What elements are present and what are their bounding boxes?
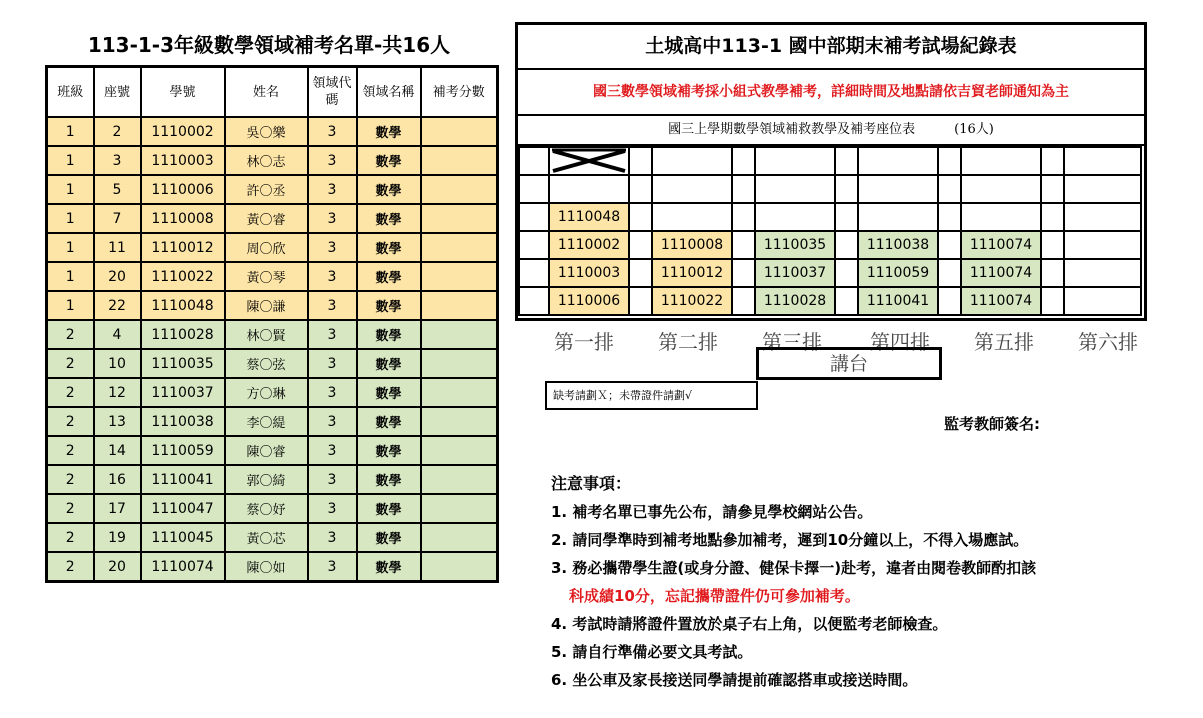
seat-cell[interactable] xyxy=(652,203,732,231)
seat-cell[interactable] xyxy=(858,147,938,175)
seat-cell[interactable]: 1110003 xyxy=(549,259,629,287)
seat-crossed-out[interactable] xyxy=(549,147,629,175)
seat-check-cell[interactable] xyxy=(732,147,755,175)
row-name: 林〇志 xyxy=(225,146,308,175)
seat-check-cell[interactable] xyxy=(732,175,755,203)
seat-cell[interactable]: 1110022 xyxy=(652,287,732,315)
row-student-id: 1110038 xyxy=(141,407,225,436)
seat-check-cell[interactable] xyxy=(1041,231,1064,259)
row-seat: 20 xyxy=(94,262,141,291)
col-subject-header: 領域名稱 xyxy=(357,67,421,118)
row-student-id: 1110041 xyxy=(141,465,225,494)
row-seat: 2 xyxy=(94,117,141,146)
seat-cell[interactable] xyxy=(1064,259,1141,287)
row-class: 2 xyxy=(47,436,94,465)
row-score[interactable] xyxy=(421,291,498,320)
seat-cell[interactable]: 1110038 xyxy=(858,231,938,259)
row-code: 3 xyxy=(308,523,357,552)
row-label: 第三排 xyxy=(762,330,822,354)
seat-check-cell[interactable] xyxy=(629,259,652,287)
row-name: 周〇欣 xyxy=(225,233,308,262)
seat-cell[interactable]: 1110037 xyxy=(755,259,835,287)
seat-cell[interactable] xyxy=(549,175,629,203)
row-code: 3 xyxy=(308,175,357,204)
row-score[interactable] xyxy=(421,146,498,175)
note-item: 4. 考試時請將證件置放於桌子右上角，以便監考老師檢查。 xyxy=(551,615,948,633)
seat-check-cell[interactable] xyxy=(732,287,755,315)
row-score[interactable] xyxy=(421,378,498,407)
seat-row xyxy=(519,287,1141,315)
seat-check-cell[interactable] xyxy=(1041,203,1064,231)
row-code: 3 xyxy=(308,436,357,465)
row-code: 3 xyxy=(308,146,357,175)
seat-cell[interactable] xyxy=(755,203,835,231)
row-label: 第二排 xyxy=(658,330,718,354)
row-subject: 數學 xyxy=(357,465,421,494)
row-score[interactable] xyxy=(421,320,498,349)
note-item: 2. 請同學準時到補考地點參加補考，遲到10分鐘以上，不得入場應試。 xyxy=(551,531,1029,549)
row-name: 蔡〇妤 xyxy=(225,494,308,523)
row-student-id: 1110035 xyxy=(141,349,225,378)
row-class: 1 xyxy=(47,117,94,146)
row-subject: 數學 xyxy=(357,291,421,320)
seat-check-cell[interactable] xyxy=(1041,147,1064,175)
table-row xyxy=(47,233,498,262)
note-item: 3. 務必攜帶學生證(或身分證、健保卡擇一)赴考，違者由閱卷教師酌扣該 xyxy=(551,559,1037,577)
row-name: 郭〇綺 xyxy=(225,465,308,494)
row-code: 3 xyxy=(308,407,357,436)
row-seat: 5 xyxy=(94,175,141,204)
seat-cell[interactable] xyxy=(652,147,732,175)
row-seat: 12 xyxy=(94,378,141,407)
seat-cell[interactable]: 1110048 xyxy=(549,203,629,231)
row-score[interactable] xyxy=(421,523,498,552)
seat-check-cell[interactable] xyxy=(519,147,549,175)
table-row xyxy=(47,291,498,320)
roster-header-row xyxy=(47,67,498,118)
row-subject: 數學 xyxy=(357,552,421,582)
table-row xyxy=(47,262,498,291)
seat-grid xyxy=(518,146,1142,316)
row-seat: 20 xyxy=(94,552,141,582)
row-name: 蔡〇弦 xyxy=(225,349,308,378)
row-score[interactable] xyxy=(421,262,498,291)
seat-check-cell[interactable] xyxy=(629,231,652,259)
row-class: 2 xyxy=(47,320,94,349)
seat-cell[interactable]: 1110006 xyxy=(549,287,629,315)
row-seat: 22 xyxy=(94,291,141,320)
cross-mark-icon xyxy=(550,148,628,174)
table-row xyxy=(47,523,498,552)
row-subject: 數學 xyxy=(357,523,421,552)
seat-check-cell[interactable] xyxy=(938,231,961,259)
seat-check-cell[interactable] xyxy=(519,231,549,259)
row-name: 林〇賢 xyxy=(225,320,308,349)
table-row xyxy=(47,494,498,523)
row-score[interactable] xyxy=(421,494,498,523)
seat-cell[interactable] xyxy=(1064,175,1141,203)
seat-check-cell[interactable] xyxy=(938,203,961,231)
table-row xyxy=(47,436,498,465)
seat-check-cell[interactable] xyxy=(732,203,755,231)
seat-check-cell[interactable] xyxy=(519,203,549,231)
legend-box: 缺考請劃Ｘ；未帶證件請劃√ xyxy=(545,381,758,410)
row-name: 黃〇琴 xyxy=(225,262,308,291)
seat-check-cell[interactable] xyxy=(629,287,652,315)
seat-check-cell[interactable] xyxy=(835,147,858,175)
row-name: 黃〇芯 xyxy=(225,523,308,552)
seat-cell[interactable] xyxy=(961,147,1041,175)
row-label: 第一排 xyxy=(554,330,614,354)
row-student-id: 1110003 xyxy=(141,146,225,175)
seat-cell[interactable] xyxy=(1064,231,1141,259)
seat-check-cell[interactable] xyxy=(732,231,755,259)
row-seat: 4 xyxy=(94,320,141,349)
row-score[interactable] xyxy=(421,117,498,146)
seat-check-cell[interactable] xyxy=(835,203,858,231)
row-score[interactable] xyxy=(421,204,498,233)
seat-cell[interactable]: 1110002 xyxy=(549,231,629,259)
row-name: 李〇緹 xyxy=(225,407,308,436)
podium-box: 講台 xyxy=(756,347,942,380)
row-class: 1 xyxy=(47,262,94,291)
row-score[interactable] xyxy=(421,175,498,204)
seat-cell[interactable] xyxy=(1064,203,1141,231)
form-notice: 國三數學領域補考採小組式教學補考，詳細時間及地點請依吉貿老師通知為主 xyxy=(518,70,1144,116)
seat-check-cell[interactable] xyxy=(629,147,652,175)
seat-cell[interactable] xyxy=(652,175,732,203)
table-row xyxy=(47,407,498,436)
row-class: 2 xyxy=(47,407,94,436)
row-class: 2 xyxy=(47,552,94,582)
seat-cell[interactable]: 1110008 xyxy=(652,231,732,259)
row-student-id: 1110028 xyxy=(141,320,225,349)
seat-check-cell[interactable] xyxy=(1041,259,1064,287)
seat-cell[interactable]: 1110074 xyxy=(961,231,1041,259)
seat-row xyxy=(519,203,1141,231)
row-student-id: 1110059 xyxy=(141,436,225,465)
row-class: 1 xyxy=(47,291,94,320)
seat-cell[interactable] xyxy=(755,175,835,203)
row-code: 3 xyxy=(308,378,357,407)
col-code-header: 領域代碼 xyxy=(308,67,357,118)
proctor-signature-label: 監考教師簽名: xyxy=(944,415,1040,433)
seat-check-cell[interactable] xyxy=(519,287,549,315)
seat-cell[interactable] xyxy=(1064,147,1141,175)
row-label: 第六排 xyxy=(1078,330,1138,354)
row-label: 第四排 xyxy=(870,330,930,354)
row-student-id: 1110045 xyxy=(141,523,225,552)
row-code: 3 xyxy=(308,349,357,378)
seat-chart-caption: 國三上學期數學領域補救教學及補考座位表 (16人) xyxy=(518,116,1144,146)
seat-cell[interactable]: 1110074 xyxy=(961,259,1041,287)
row-student-id: 1110037 xyxy=(141,378,225,407)
row-score[interactable] xyxy=(421,233,498,262)
seat-cell[interactable]: 1110035 xyxy=(755,231,835,259)
form-title: 土城高中113-1 國中部期末補考試場紀錄表 xyxy=(518,25,1144,70)
col-score-header: 補考分數 xyxy=(421,67,498,118)
seat-cell[interactable]: 1110041 xyxy=(858,287,938,315)
seat-check-cell[interactable] xyxy=(835,259,858,287)
row-score[interactable] xyxy=(421,349,498,378)
seat-cell[interactable]: 1110028 xyxy=(755,287,835,315)
table-row xyxy=(47,349,498,378)
row-class: 2 xyxy=(47,349,94,378)
row-subject: 數學 xyxy=(357,204,421,233)
col-name-header: 姓名 xyxy=(225,67,308,118)
row-name: 許〇丞 xyxy=(225,175,308,204)
note-item-warning: 科成績10分，忘記攜帶證件仍可參加補考。 xyxy=(569,587,860,605)
row-class: 2 xyxy=(47,523,94,552)
row-student-id: 1110074 xyxy=(141,552,225,582)
seat-cell[interactable] xyxy=(755,147,835,175)
row-class: 2 xyxy=(47,378,94,407)
row-subject: 數學 xyxy=(357,436,421,465)
seat-check-cell[interactable] xyxy=(519,259,549,287)
row-seat: 13 xyxy=(94,407,141,436)
row-seat: 11 xyxy=(94,233,141,262)
seat-check-cell[interactable] xyxy=(1041,175,1064,203)
row-student-id: 1110048 xyxy=(141,291,225,320)
table-row xyxy=(47,320,498,349)
row-label: 第五排 xyxy=(974,330,1034,354)
seat-cell[interactable]: 1110074 xyxy=(961,287,1041,315)
seat-check-cell[interactable] xyxy=(835,175,858,203)
row-code: 3 xyxy=(308,233,357,262)
note-item: 6. 坐公車及家長接送同學請提前確認搭車或接送時間。 xyxy=(551,671,918,689)
seat-check-cell[interactable] xyxy=(629,203,652,231)
seat-check-cell[interactable] xyxy=(938,147,961,175)
seat-cell[interactable] xyxy=(961,203,1041,231)
seat-check-cell[interactable] xyxy=(732,259,755,287)
row-code: 3 xyxy=(308,117,357,146)
row-code: 3 xyxy=(308,204,357,233)
row-subject: 數學 xyxy=(357,349,421,378)
row-subject: 數學 xyxy=(357,407,421,436)
row-class: 2 xyxy=(47,465,94,494)
row-student-id: 1110008 xyxy=(141,204,225,233)
row-subject: 數學 xyxy=(357,233,421,262)
table-row xyxy=(47,552,498,582)
row-class: 2 xyxy=(47,494,94,523)
exam-record-form xyxy=(515,22,1147,321)
note-item: 5. 請自行準備必要文具考試。 xyxy=(551,643,753,661)
row-name: 陳〇睿 xyxy=(225,436,308,465)
row-name: 吳〇樂 xyxy=(225,117,308,146)
row-student-id: 1110002 xyxy=(141,117,225,146)
row-code: 3 xyxy=(308,262,357,291)
table-row xyxy=(47,204,498,233)
row-seat: 3 xyxy=(94,146,141,175)
row-score[interactable] xyxy=(421,407,498,436)
note-item: 1. 補考名單已事先公布，請參見學校網站公告。 xyxy=(551,503,873,521)
col-class-header: 班級 xyxy=(47,67,94,118)
row-student-id: 1110047 xyxy=(141,494,225,523)
seat-check-cell[interactable] xyxy=(519,175,549,203)
notes-section xyxy=(551,470,1171,694)
row-subject: 數學 xyxy=(357,146,421,175)
roster-table xyxy=(45,65,499,583)
row-code: 3 xyxy=(308,552,357,582)
row-seat: 14 xyxy=(94,436,141,465)
table-row xyxy=(47,146,498,175)
col-seat-header: 座號 xyxy=(94,67,141,118)
row-name: 陳〇如 xyxy=(225,552,308,582)
row-seat: 7 xyxy=(94,204,141,233)
row-subject: 數學 xyxy=(357,175,421,204)
seat-check-cell[interactable] xyxy=(938,175,961,203)
row-seat: 17 xyxy=(94,494,141,523)
row-subject: 數學 xyxy=(357,117,421,146)
row-subject: 數學 xyxy=(357,262,421,291)
row-seat: 19 xyxy=(94,523,141,552)
row-subject: 數學 xyxy=(357,378,421,407)
row-name: 黃〇睿 xyxy=(225,204,308,233)
row-code: 3 xyxy=(308,465,357,494)
row-subject: 數學 xyxy=(357,320,421,349)
seat-cell[interactable] xyxy=(961,175,1041,203)
row-code: 3 xyxy=(308,494,357,523)
seat-check-cell[interactable] xyxy=(938,259,961,287)
row-student-id: 1110022 xyxy=(141,262,225,291)
seat-row xyxy=(519,175,1141,203)
seat-cell[interactable] xyxy=(858,203,938,231)
row-student-id: 1110006 xyxy=(141,175,225,204)
row-score[interactable] xyxy=(421,465,498,494)
row-seat: 16 xyxy=(94,465,141,494)
seat-row xyxy=(519,147,1141,175)
seat-check-cell[interactable] xyxy=(835,231,858,259)
seat-check-cell[interactable] xyxy=(1041,287,1064,315)
seat-cell[interactable]: 1110059 xyxy=(858,259,938,287)
row-code: 3 xyxy=(308,320,357,349)
row-class: 1 xyxy=(47,233,94,262)
row-code: 3 xyxy=(308,291,357,320)
seat-cell[interactable] xyxy=(1064,287,1141,315)
seat-check-cell[interactable] xyxy=(629,175,652,203)
row-class: 1 xyxy=(47,204,94,233)
table-row xyxy=(47,378,498,407)
notes-heading: 注意事項： xyxy=(551,474,632,493)
col-id-header: 學號 xyxy=(141,67,225,118)
table-row xyxy=(47,117,498,146)
seat-check-cell[interactable] xyxy=(835,287,858,315)
row-name: 方〇琳 xyxy=(225,378,308,407)
row-score[interactable] xyxy=(421,552,498,582)
roster-title: 113-1-3年級數學領域補考名單-共16人 xyxy=(87,33,451,57)
row-name: 陳〇謙 xyxy=(225,291,308,320)
row-class: 1 xyxy=(47,175,94,204)
roster-body xyxy=(47,117,498,582)
seat-cell[interactable]: 1110012 xyxy=(652,259,732,287)
seat-check-cell[interactable] xyxy=(938,287,961,315)
seat-cell[interactable] xyxy=(858,175,938,203)
row-score[interactable] xyxy=(421,436,498,465)
seat-row xyxy=(519,259,1141,287)
row-student-id: 1110012 xyxy=(141,233,225,262)
row-class: 1 xyxy=(47,146,94,175)
table-row xyxy=(47,175,498,204)
table-row xyxy=(47,465,498,494)
row-subject: 數學 xyxy=(357,494,421,523)
seat-row xyxy=(519,231,1141,259)
row-seat: 10 xyxy=(94,349,141,378)
